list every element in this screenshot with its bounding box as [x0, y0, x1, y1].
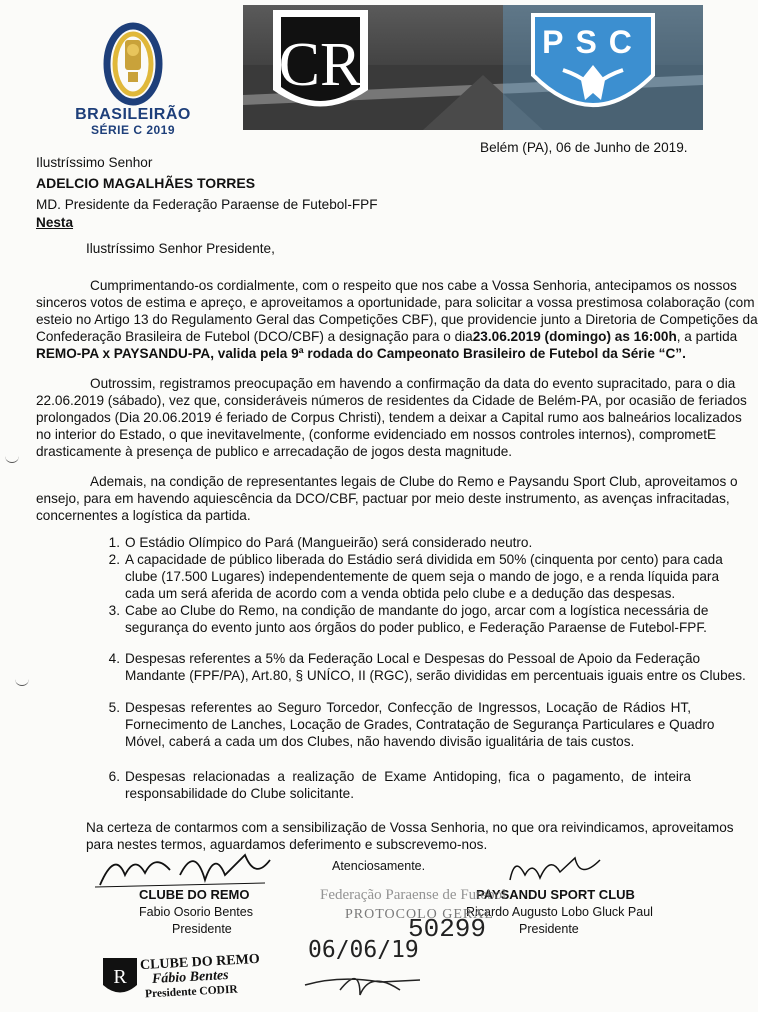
- recipient-name: ADELCIO MAGALHÃES TORRES: [36, 175, 256, 191]
- paragraph-2-line: drasticamente à presença de publico e arrecadação de jogos desta magnitude.: [36, 444, 513, 459]
- list-item-line: Despesas referentes a 5% da Federação Local e Despesas do Pessoal de Apoio da Federação: [125, 651, 701, 666]
- right-signatory-name: Ricardo Augusto Lobo Gluck Paul: [466, 905, 653, 919]
- left-signatory-role: Presidente: [172, 922, 232, 936]
- recipient-title: MD. Presidente da Federação Paraense de Futebol-FPF: [36, 197, 378, 212]
- paragraph-3-line: concernentes a logística da partida.: [36, 508, 251, 523]
- greeting: Ilustríssimo Senhor Presidente,: [86, 241, 275, 256]
- paragraph-2-line: prolongados (Dia 20.06.2019 é feriado de Corpus Christi), tendem a deixar a Capital rumo aos balneários localizados: [36, 410, 742, 425]
- list-item-line: clube (17.500 Lugares) independentemente de quem seja o mando de jogo, e a renda líquida para: [125, 569, 720, 584]
- binder-hole-mark: [5, 452, 19, 463]
- list-item-line: Móvel, caberá a cada um dos Clubes, não havendo divisão igualitária de tais custos.: [125, 734, 635, 749]
- remo-stamp-name: Fábio Bentes: [151, 968, 229, 987]
- closing-line: Na certeza de contarmos com a sensibilização de Vossa Senhoria, no que ora reivindicamos, aproveitamos: [86, 820, 734, 835]
- brasileirao-logo-subtitle: SÉRIE C 2019: [90, 123, 176, 137]
- left-signatory-club: CLUBE DO REMO: [139, 887, 250, 902]
- match-title: REMO-PA x PAYSANDU-PA, valida pela 9ª rodada do Campeonato Brasileiro de Futebol da Série “C”.: [36, 346, 686, 361]
- received-date: 06/06/19: [308, 937, 419, 963]
- list-item-line: Cabe ao Clube do Remo, na condição de mandante do jogo, arcar com a logística necessária de: [125, 603, 709, 618]
- list-item-line: responsabilidade do Clube solicitante.: [125, 786, 354, 801]
- svg-text:CR: CR: [278, 31, 362, 99]
- recipient-place: Nesta: [36, 215, 74, 230]
- paragraph-1-line: [36, 329, 738, 345]
- remo-crest: [273, 10, 368, 107]
- list-item-line: segurança do evento junto aos órgãos do poder publico, e Federação Paraense de Futebol-FPF.: [125, 620, 707, 635]
- regards: Atenciosamente.: [332, 859, 426, 873]
- list-item-number: 2.: [108, 552, 120, 567]
- clubs-banner: [243, 5, 703, 130]
- paragraph-2-line: no interior do Estado, o que inevitavelmente, (conforme evidenciado em nossos controles internos), comprometE: [36, 427, 717, 442]
- federation-stamp-header: Federação Paraense de Futebol: [320, 887, 507, 903]
- brasileirao-logo-title: BRASILEIRÃO: [75, 106, 191, 123]
- binder-hole-mark: [15, 675, 29, 686]
- paysandu-signature: [505, 850, 605, 885]
- paragraph-2-line: 22.06.2019 (sábado), vez que, consideráveis números de residentes da Cidade de Belém-PA, por ocasião de feriados: [36, 393, 747, 408]
- recipient-salutation: Ilustríssimo Senhor: [36, 155, 153, 170]
- list-item-line: Mandante (FPF/PA), Art.80, § UNÍCO, II (RGC), serão divididas em percentuais iguais entre os Clubes.: [125, 668, 746, 683]
- receipt-signature: [300, 960, 440, 1000]
- paragraph-1-line: sinceros votos de estima e apreço, e aproveitamos a oportunidade, para solicitar a vossa prestimosa colaboração (com: [36, 295, 755, 310]
- svg-text:PSC: PSC: [542, 24, 644, 60]
- list-item-number: 6.: [108, 769, 120, 784]
- paragraph-1-text: , a partida: [676, 329, 738, 344]
- protocol-number: 50299: [408, 914, 487, 944]
- protocol-label: PROTOCOLO GERAL: [345, 907, 494, 922]
- list-item-line: O Estádio Olímpico do Pará (Mangueirão) será considerado neutro.: [125, 535, 533, 550]
- list-item-line: Fornecimento de Lanches, Locação de Grades, Contratação de Segurança Particulares e Quadro: [125, 717, 715, 732]
- list-item-line: Despesas referentes ao Seguro Torcedor, Confecção de Ingressos, Locação de Rádios HT,: [125, 700, 691, 715]
- paragraph-1-line: esteio no Artigo 13 do Regulamento Geral das Competições CBF), que providencie junto a Diretoria de Competições da: [36, 312, 758, 327]
- remo-stamp-crest: [100, 955, 140, 1000]
- remo-stamp-club: CLUBE DO REMO: [139, 951, 261, 974]
- date-line: Belém (PA), 06 de Junho de 2019.: [480, 140, 688, 155]
- left-signatory-name: Fabio Osorio Bentes: [139, 905, 253, 919]
- right-signatory-club: PAYSANDU SPORT CLUB: [476, 887, 635, 902]
- match-date: 23.06.2019 (domingo) as 16:00h: [472, 329, 677, 344]
- svg-text:R: R: [113, 966, 127, 988]
- list-item-number: 4.: [108, 651, 120, 666]
- paragraph-3-line: ensejo, para em havendo aquiescência da DCO/CBF, pactuar por meio deste instrumento, as avenças infracitadas,: [36, 491, 730, 506]
- paragraph-3-line: Ademais, na condição de representantes legais de Clube do Remo e Paysandu Sport Club, aproveitamos o: [90, 474, 738, 489]
- paragraph-1-text: Confederação Brasileira de Futebol (DCO/CBF) a designação para o dia: [36, 329, 473, 344]
- list-item-line: A capacidade de público liberada do Estádio será dividida em 50% (cinquenta por cento) para cada: [125, 552, 723, 567]
- closing-line: para nestes termos, aguardamos deferimento e subscrevemo-nos.: [86, 837, 488, 852]
- list-item-number: 3.: [108, 603, 120, 618]
- remo-signature: [95, 845, 275, 890]
- list-item-number: 1.: [108, 535, 120, 550]
- list-item-line: cada um será aferida de acordo com a venda obtida pelo clube e a dedução das despesas.: [125, 586, 676, 601]
- paysandu-crest: [503, 5, 703, 130]
- remo-stamp-role: Presidente CODIR: [144, 983, 239, 1001]
- right-signatory-role: Presidente: [519, 922, 579, 936]
- paragraph-2-line: Outrossim, registramos preocupação em havendo a confirmação da data do evento supracitado, para o dia: [90, 376, 736, 391]
- list-item-number: 5.: [108, 700, 120, 715]
- list-item-line: Despesas relacionadas a realização de Exame Antidoping, fica o pagamento, de inteira: [125, 769, 691, 784]
- paragraph-1-line: Cumprimentando-os cordialmente, com o respeito que nos cabe a Vossa Senhoria, antecipamos os nossos: [90, 278, 737, 293]
